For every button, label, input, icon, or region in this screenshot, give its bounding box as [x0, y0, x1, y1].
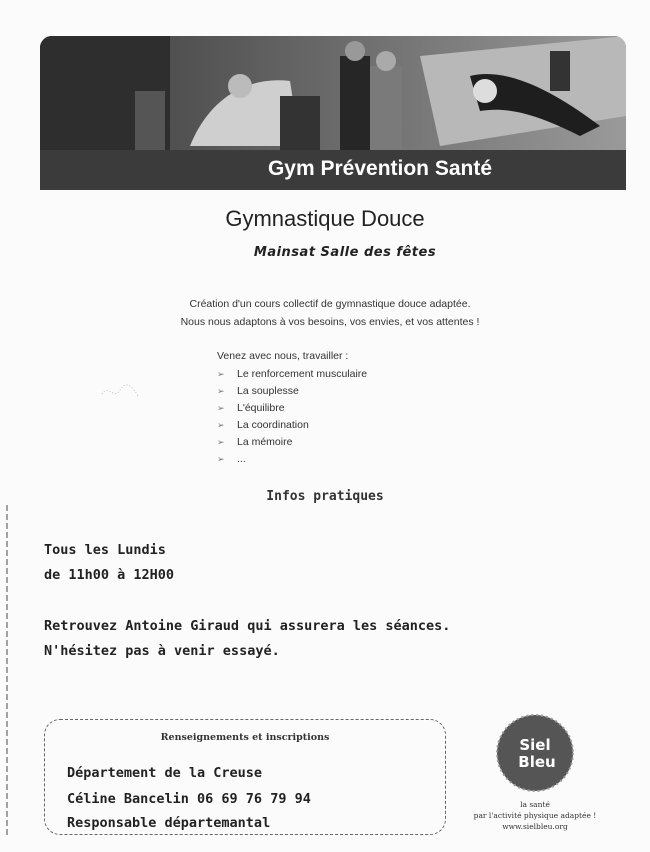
intro-line-2: Nous nous adaptons à vos besoins, vos envies, et vos attentes !: [180, 316, 480, 328]
list-item: ➢ ...: [217, 451, 367, 468]
contact-department: Département de la Creuse: [67, 765, 263, 781]
arrow-bullet-icon: ➢: [217, 437, 225, 447]
arrow-bullet-icon: ➢: [217, 420, 225, 430]
schedule-day: Tous les Lundis: [44, 542, 166, 558]
arrow-bullet-icon: ➢: [217, 403, 225, 413]
logo-tagline-1: la santé: [520, 800, 550, 809]
instructor-line: Retrouvez Antoine Giraud qui assurera les séances.: [44, 618, 451, 634]
arrow-bullet-icon: ➢: [217, 369, 225, 379]
invitation-line: N'hésitez pas à venir essayé.: [44, 643, 280, 659]
contact-heading: Renseignements et inscriptions: [160, 732, 330, 743]
binding-edge: [6, 505, 8, 835]
logo-name-2: Bleu: [518, 753, 556, 771]
logo-name-1: Siel: [519, 736, 551, 754]
header-banner: [40, 36, 626, 190]
list-item: ➢ La coordination: [217, 417, 367, 434]
arrow-bullet-icon: ➢: [217, 454, 225, 464]
siel-bleu-logo: [492, 710, 578, 796]
scan-mark: [100, 380, 140, 404]
intro-line-1: Création d'un cours collectif de gymnastique douce adaptée.: [189, 298, 471, 310]
list-item: ➢ Le renforcement musculaire: [217, 366, 367, 383]
event-title: Gymnastique Douce: [225, 206, 425, 231]
logo-website: www.sielbleu.org: [502, 822, 568, 831]
list-item: ➢ La souplesse: [217, 383, 367, 400]
contact-box: [44, 719, 446, 835]
list-item: ➢ L'équilibre: [217, 400, 367, 417]
contact-person-phone: Céline Bancelin 06 69 76 79 94: [67, 791, 311, 807]
arrow-bullet-icon: ➢: [217, 386, 225, 396]
activities-heading: Venez avec nous, travailler :: [217, 350, 349, 362]
event-location: Mainsat Salle des fêtes: [253, 245, 437, 260]
banner-title: Gym Prévention Santé: [267, 157, 493, 180]
list-item: ➢ La mémoire: [217, 434, 367, 451]
practical-heading: Infos pratiques: [266, 489, 384, 504]
contact-role: Responsable départemantal: [67, 815, 271, 831]
schedule-time: de 11h00 à 12H00: [44, 567, 175, 583]
logo-tagline-2: par l'activité physique adaptée !: [473, 811, 597, 820]
activities-list: [217, 366, 367, 468]
